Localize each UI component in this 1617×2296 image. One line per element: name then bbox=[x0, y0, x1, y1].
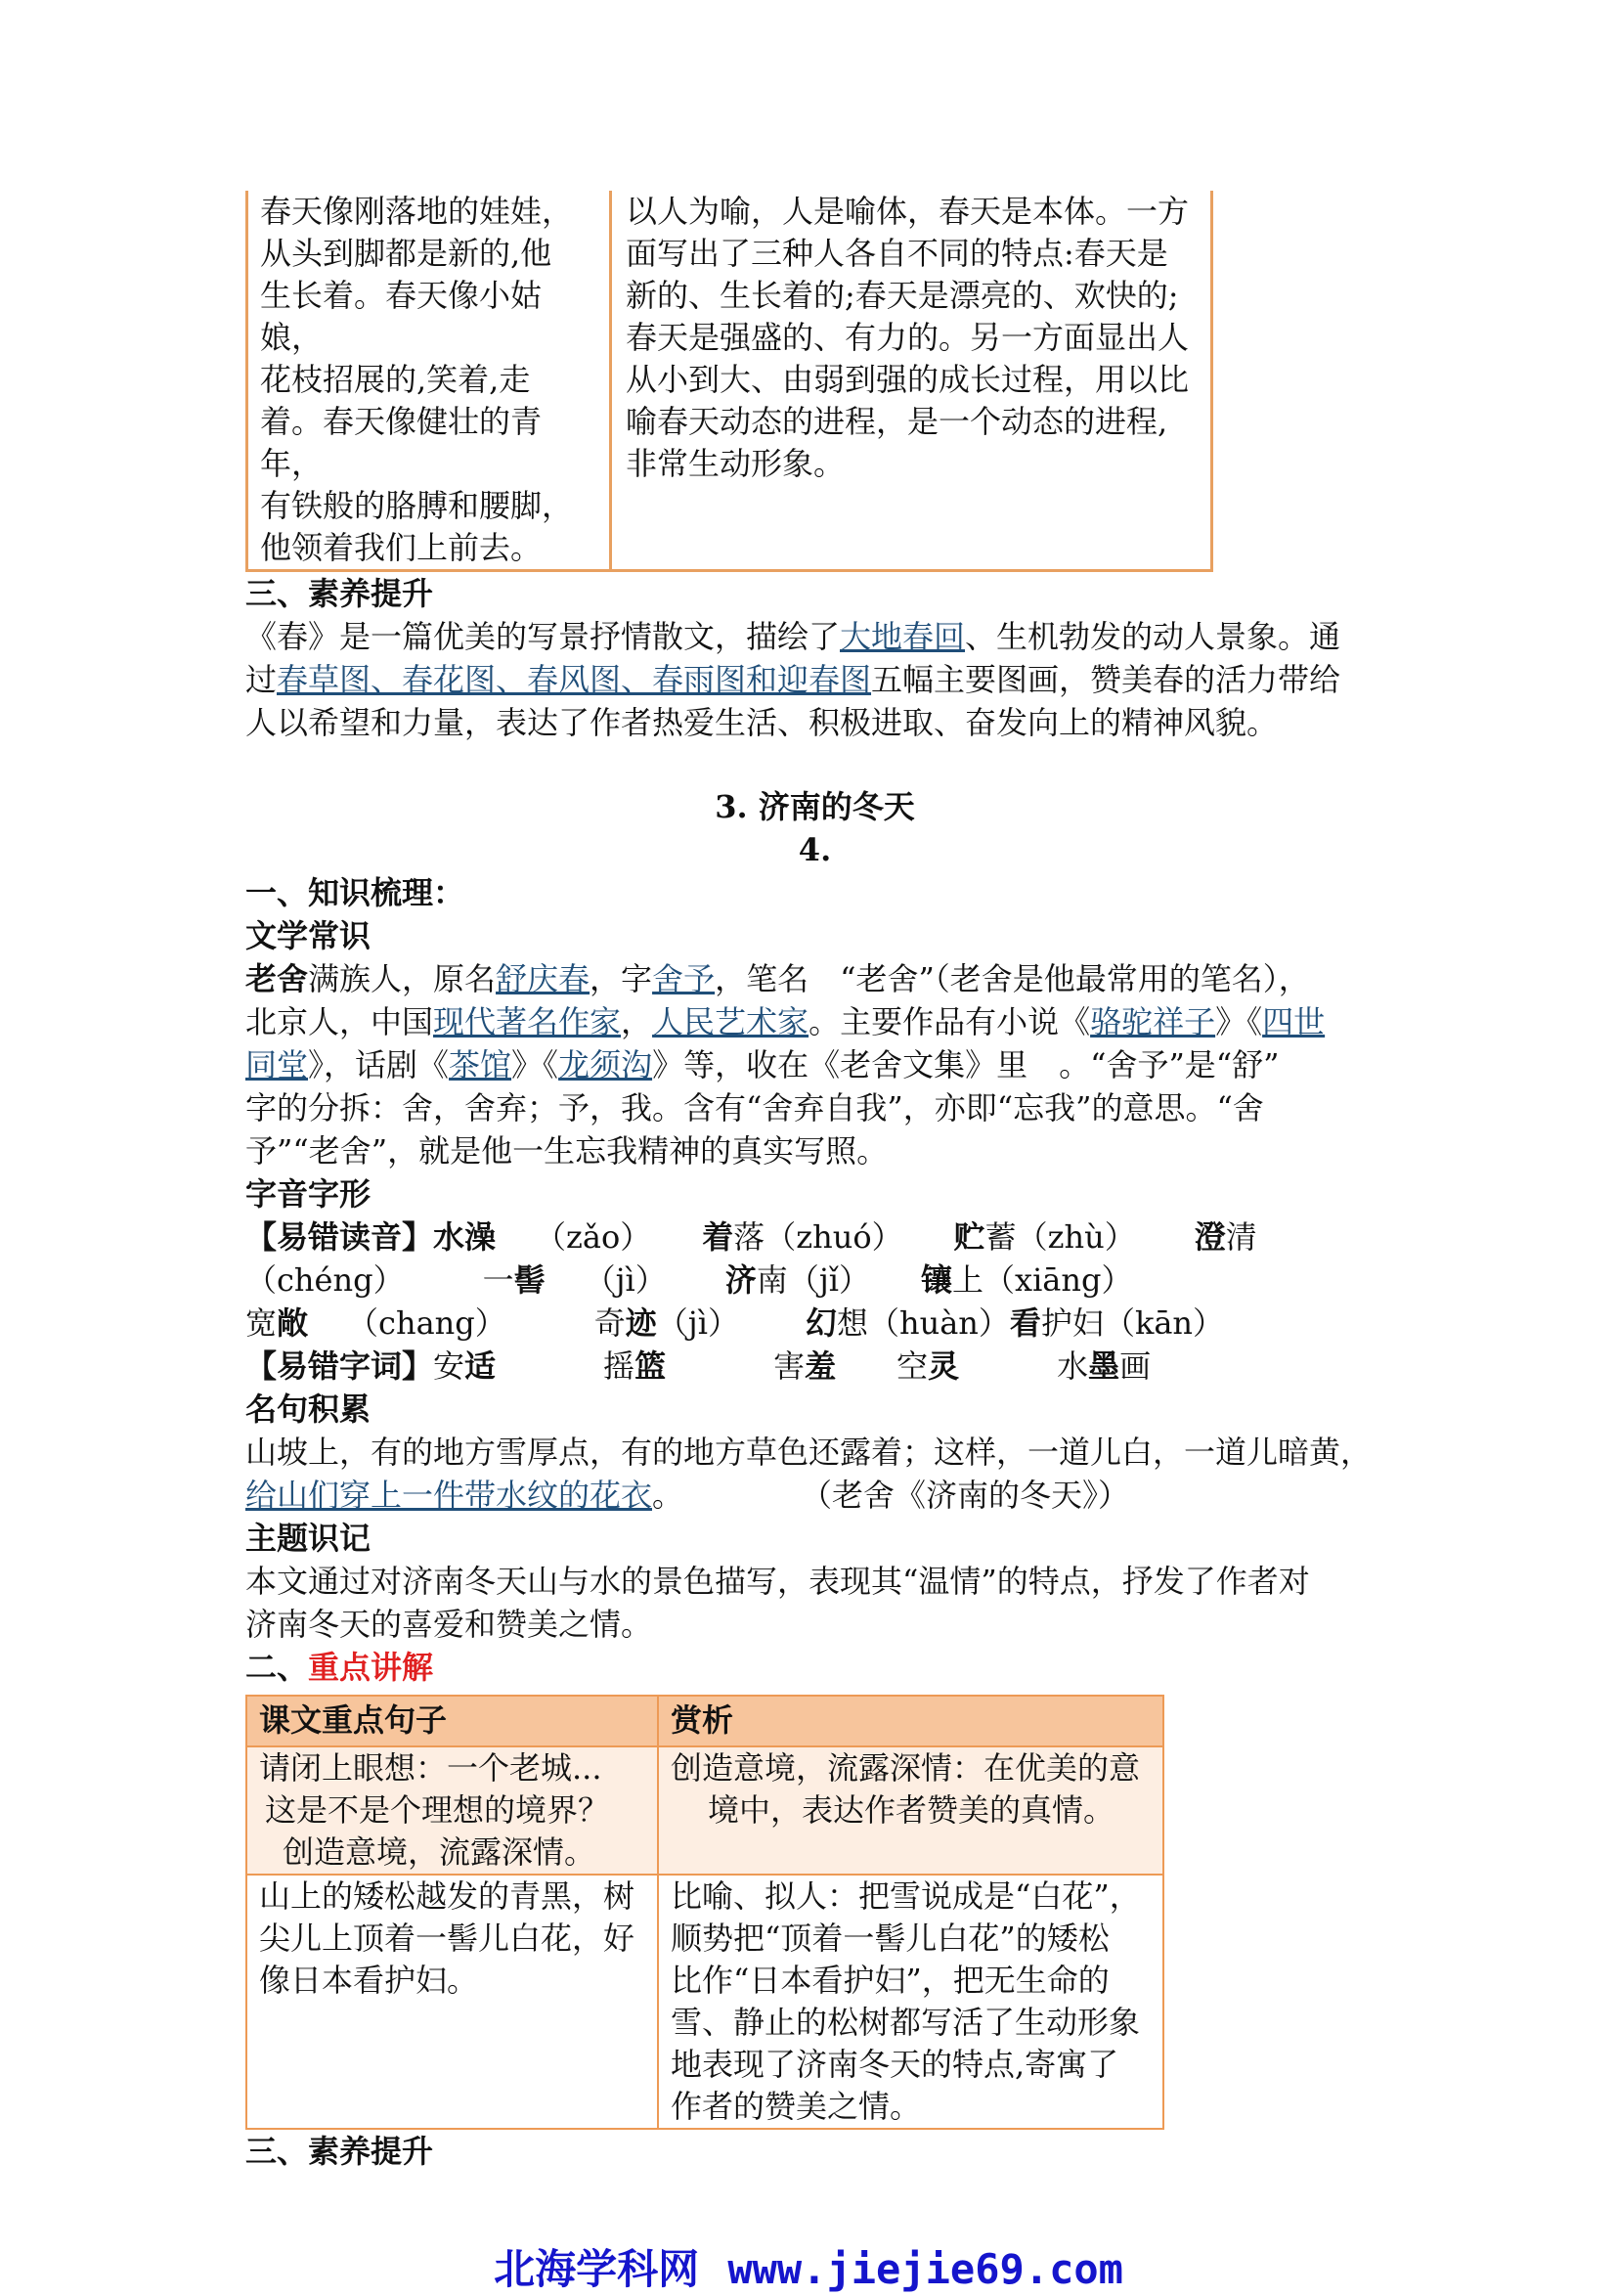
paragraph-line: 人以希望和力量，表达了作者热爱生活、积极进取、奋发向上的精神风貌。 bbox=[245, 704, 1279, 741]
text: 《春》是一篇优美的写景抒情散文，描绘了 bbox=[245, 618, 841, 655]
cell-line: 着。春天像健壮的青年， bbox=[260, 403, 543, 482]
cell-line: 创造意境，流露深情：在优美的意 bbox=[671, 1749, 1141, 1787]
pron-word: 贮 bbox=[953, 1218, 985, 1256]
cell-line: 春天是强盛的、有力的。另一方面显出人 bbox=[626, 319, 1190, 356]
analysis-table-continued bbox=[245, 191, 1213, 572]
cell-line: 生长着。春天像小姑娘， bbox=[260, 277, 543, 356]
link-sishi[interactable]: 四世 bbox=[1262, 1003, 1326, 1040]
text: 》，话剧《 bbox=[308, 1046, 450, 1083]
link-quote[interactable]: 给山们穿上一件带水纹的花衣 bbox=[245, 1477, 653, 1514]
text: 过 bbox=[245, 661, 278, 698]
link-five-pictures[interactable]: 春草图、春花图、春风图、春雨图和迎春图 bbox=[277, 661, 872, 698]
link-people-artist[interactable]: 人民艺术家 bbox=[652, 1003, 809, 1040]
pron-pinyin: （jǐ） bbox=[787, 1261, 870, 1299]
word-bold: 羞 bbox=[805, 1347, 837, 1385]
paragraph bbox=[245, 615, 1384, 658]
word-pre: 安 bbox=[433, 1347, 465, 1385]
section-heading-knowledge: 一、知识梳理： bbox=[245, 874, 465, 911]
pron-word-rest: 上 bbox=[952, 1261, 984, 1299]
subheading-quotes: 名句积累 bbox=[245, 1391, 371, 1428]
lesson-title: 3. 济南的冬天 bbox=[715, 788, 915, 825]
cell-line: 花枝招展的,笑着,走 bbox=[260, 361, 531, 398]
text: 。主要作品有小说《 bbox=[808, 1003, 1091, 1040]
word-bold: 适 bbox=[464, 1347, 497, 1385]
pron-word: 济 bbox=[724, 1261, 757, 1299]
table-header-row bbox=[246, 1696, 1163, 1746]
pron-pinyin: （jì） bbox=[584, 1261, 667, 1299]
section-heading-literacy: 三、素养提升 bbox=[245, 575, 434, 612]
pron-word: 看 bbox=[1009, 1304, 1041, 1342]
link-luotuo-xiangzi[interactable]: 骆驼祥子 bbox=[1090, 1003, 1216, 1040]
pron-word-rest: 落 bbox=[733, 1218, 765, 1256]
key-points-table bbox=[245, 1695, 1164, 2130]
text: ，笔名 “老舍”（老舍是他最常用的笔名）， bbox=[715, 960, 1310, 997]
analysis-cell bbox=[658, 1746, 1163, 1875]
pron-word-rest: 护妇 bbox=[1040, 1304, 1104, 1342]
word-pre: 水 bbox=[1057, 1347, 1089, 1385]
section-heading-key-points bbox=[245, 1646, 1384, 1689]
cell-line: 有铁般的胳膊和腰脚， bbox=[260, 487, 574, 524]
word-label: 【易错字词】 bbox=[245, 1347, 434, 1385]
cell-line: 非常生动形象。 bbox=[626, 445, 846, 482]
analysis-cell bbox=[611, 191, 1212, 571]
literature-line: 予”“老舍”，就是他一生忘我精神的真实写照。 bbox=[245, 1132, 889, 1170]
sentence-cell bbox=[247, 191, 611, 571]
cell-line: 春天像刚落地的娃娃， bbox=[260, 193, 574, 230]
pron-word: 水澡 bbox=[433, 1218, 497, 1256]
word-pre: 空 bbox=[896, 1347, 929, 1385]
text: ， bbox=[621, 1003, 653, 1040]
text: 二、 bbox=[245, 1649, 309, 1686]
pron-word: 敞 bbox=[277, 1304, 309, 1342]
text: 五幅主要图画，赞美春的活力带给 bbox=[871, 661, 1341, 698]
word-bold: 篮 bbox=[634, 1347, 667, 1385]
pron-pinyin: （zhù） bbox=[1016, 1218, 1136, 1256]
cell-line: 面写出了三种人各自不同的特点:春天是 bbox=[626, 235, 1168, 272]
theme-line: 本文通过对济南冬天山与水的景色描写，表现其“温情”的特点，抒发了作者对 bbox=[245, 1563, 1310, 1600]
cell-line: 比喻、拟人：把雪说成是“白花”， bbox=[671, 1877, 1141, 1915]
pron-word: 髻 bbox=[513, 1261, 546, 1299]
link-she-yu[interactable]: 舍予 bbox=[652, 960, 716, 997]
cell-line: 喻春天动态的进程，是一个动态的进程, bbox=[626, 403, 1168, 440]
link-tongtang[interactable]: 同堂 bbox=[245, 1046, 309, 1083]
cell-line: 境中，表达作者赞美的真情。 bbox=[708, 1791, 1115, 1829]
text: 》《 bbox=[511, 1046, 559, 1083]
cell-line: 地表现了济南冬天的特点,寄寓了 bbox=[671, 2046, 1119, 2083]
pron-pinyin: （xiāng） bbox=[983, 1261, 1133, 1299]
link-dadi-chunhui[interactable]: 大地春回 bbox=[840, 618, 966, 655]
pronunciation-line bbox=[245, 1302, 1384, 1345]
footer-watermark bbox=[0, 2237, 1617, 2296]
pron-word: 澄 bbox=[1194, 1218, 1226, 1256]
quote-source: （老舍《济南的冬天》） bbox=[801, 1477, 1130, 1514]
cell-line: 尖儿上顶着一髻儿白花，好 bbox=[259, 1920, 635, 1957]
content bbox=[245, 191, 1384, 2173]
footer-url[interactable]: www.jiejie69.com bbox=[727, 2245, 1123, 2293]
link-longxugou[interactable]: 龙须沟 bbox=[558, 1046, 653, 1083]
pron-pinyin: （jì） bbox=[656, 1304, 739, 1342]
table-row bbox=[246, 1746, 1163, 1875]
pron-word: 幻 bbox=[805, 1304, 837, 1342]
text: 北京人，中国 bbox=[245, 1003, 434, 1040]
text: 》《 bbox=[1215, 1003, 1263, 1040]
lesson-number: 4. bbox=[798, 831, 832, 868]
cell-line: 这是不是个理想的境界？ bbox=[265, 1791, 610, 1829]
cell-line: 顺势把“顶着一髻儿白花”的矮松 bbox=[671, 1920, 1110, 1957]
column-header-analysis: 赏析 bbox=[658, 1696, 1163, 1746]
paragraph-line bbox=[245, 658, 1384, 701]
column-header-sentence: 课文重点句子 bbox=[246, 1696, 658, 1746]
text: 、生机勃发的动人景象。通 bbox=[965, 618, 1341, 655]
cell-line: 山上的矮松越发的青黑，树 bbox=[259, 1877, 635, 1915]
pron-word: 着 bbox=[702, 1218, 734, 1256]
word-pre: 摇 bbox=[603, 1347, 635, 1385]
cell-line: 从小到大、由弱到强的成长过程，用以比 bbox=[626, 361, 1190, 398]
pron-word-rest: 清 bbox=[1225, 1218, 1257, 1256]
pron-word-pre: 一 bbox=[482, 1261, 514, 1299]
word-bold: 墨 bbox=[1088, 1347, 1120, 1385]
text-red: 重点讲解 bbox=[308, 1649, 434, 1686]
pron-pinyin: （zhuó） bbox=[765, 1218, 903, 1256]
section-heading-literacy-2: 三、素养提升 bbox=[245, 2133, 434, 2170]
sentence-cell bbox=[246, 1746, 658, 1875]
analysis-cell bbox=[658, 1875, 1163, 2129]
pron-pinyin: （zǎo） bbox=[535, 1218, 652, 1256]
cell-line: 像日本看护妇。 bbox=[259, 1962, 479, 1999]
pron-label: 【易错读音】 bbox=[245, 1218, 434, 1256]
subheading-theme: 主题识记 bbox=[245, 1520, 371, 1557]
link-shu-qingchun[interactable]: 舒庆春 bbox=[496, 960, 590, 997]
cell-line: 他领着我们上前去。 bbox=[260, 529, 543, 566]
cell-line: 雪、静止的松树都写活了生动形象 bbox=[671, 2004, 1141, 2041]
cell-line: 请闭上眼想：一个老城... bbox=[259, 1749, 602, 1787]
pron-word-rest: 南 bbox=[756, 1261, 788, 1299]
cell-line: 比作“日本看护妇”，把无生命的 bbox=[671, 1962, 1110, 1999]
quote-line bbox=[245, 1474, 1384, 1517]
text: ，字 bbox=[590, 960, 653, 997]
word-pre: 害 bbox=[773, 1347, 806, 1385]
literature-line bbox=[245, 1000, 1384, 1043]
word-rest: 画 bbox=[1119, 1347, 1152, 1385]
pron-pinyin: （kān） bbox=[1103, 1304, 1225, 1342]
pron-pinyin: （chang） bbox=[347, 1304, 506, 1342]
sentence-cell bbox=[246, 1875, 658, 2129]
pron-pinyin: （huàn） bbox=[867, 1304, 1010, 1342]
pronunciation-line bbox=[245, 1215, 1384, 1258]
cell-line: 创造意境，流露深情。 bbox=[283, 1833, 596, 1871]
theme-line: 济南冬天的喜爱和赞美之情。 bbox=[245, 1606, 653, 1643]
link-modern-writer[interactable]: 现代著名作家 bbox=[433, 1003, 622, 1040]
literature-line bbox=[245, 957, 1384, 1000]
author-name: 老舍 bbox=[245, 960, 309, 997]
cell-line: 以人为喻，人是喻体，春天是本体。一方 bbox=[626, 193, 1190, 230]
table-row bbox=[246, 1875, 1163, 2129]
pron-word-pre: 宽 bbox=[245, 1304, 278, 1342]
subheading-literature: 文学常识 bbox=[245, 917, 371, 954]
text: 满族人，原名 bbox=[308, 960, 497, 997]
literature-line bbox=[245, 1043, 1384, 1086]
text: 》等，收在《老舍文集》里 。“舍予”是“舒” bbox=[652, 1046, 1280, 1083]
cell-line: 从头到脚都是新的,他 bbox=[260, 235, 552, 272]
footer-site-name: 北海学科网 bbox=[494, 2245, 700, 2293]
pron-word-pre: 奇 bbox=[593, 1304, 626, 1342]
pron-pinyin: （chéng） bbox=[245, 1261, 405, 1299]
cell-line: 作者的赞美之情。 bbox=[671, 2088, 922, 2125]
text: 。 bbox=[652, 1477, 684, 1514]
table-row bbox=[247, 191, 1212, 571]
pron-word-rest: 想 bbox=[836, 1304, 868, 1342]
pronunciation-line bbox=[245, 1258, 1384, 1302]
word-bold: 灵 bbox=[928, 1347, 960, 1385]
pron-word: 镶 bbox=[920, 1261, 952, 1299]
quote-line: 山坡上，有的地方雪厚点，有的地方草色还露着；这样，一道儿白，一道儿暗黄， bbox=[245, 1434, 1373, 1471]
pron-word: 迹 bbox=[625, 1304, 657, 1342]
pron-word-rest: 蓄 bbox=[984, 1218, 1017, 1256]
word-line bbox=[245, 1345, 1384, 1388]
subheading-pronunciation: 字音字形 bbox=[245, 1175, 371, 1213]
literature-line: 字的分拆：舍，舍弃；予，我。含有“舍弃自我”，亦即“忘我”的意思。“舍 bbox=[245, 1089, 1264, 1126]
cell-line: 新的、生长着的;春天是漂亮的、欢快的; bbox=[626, 277, 1179, 314]
link-chaguan[interactable]: 茶馆 bbox=[449, 1046, 512, 1083]
